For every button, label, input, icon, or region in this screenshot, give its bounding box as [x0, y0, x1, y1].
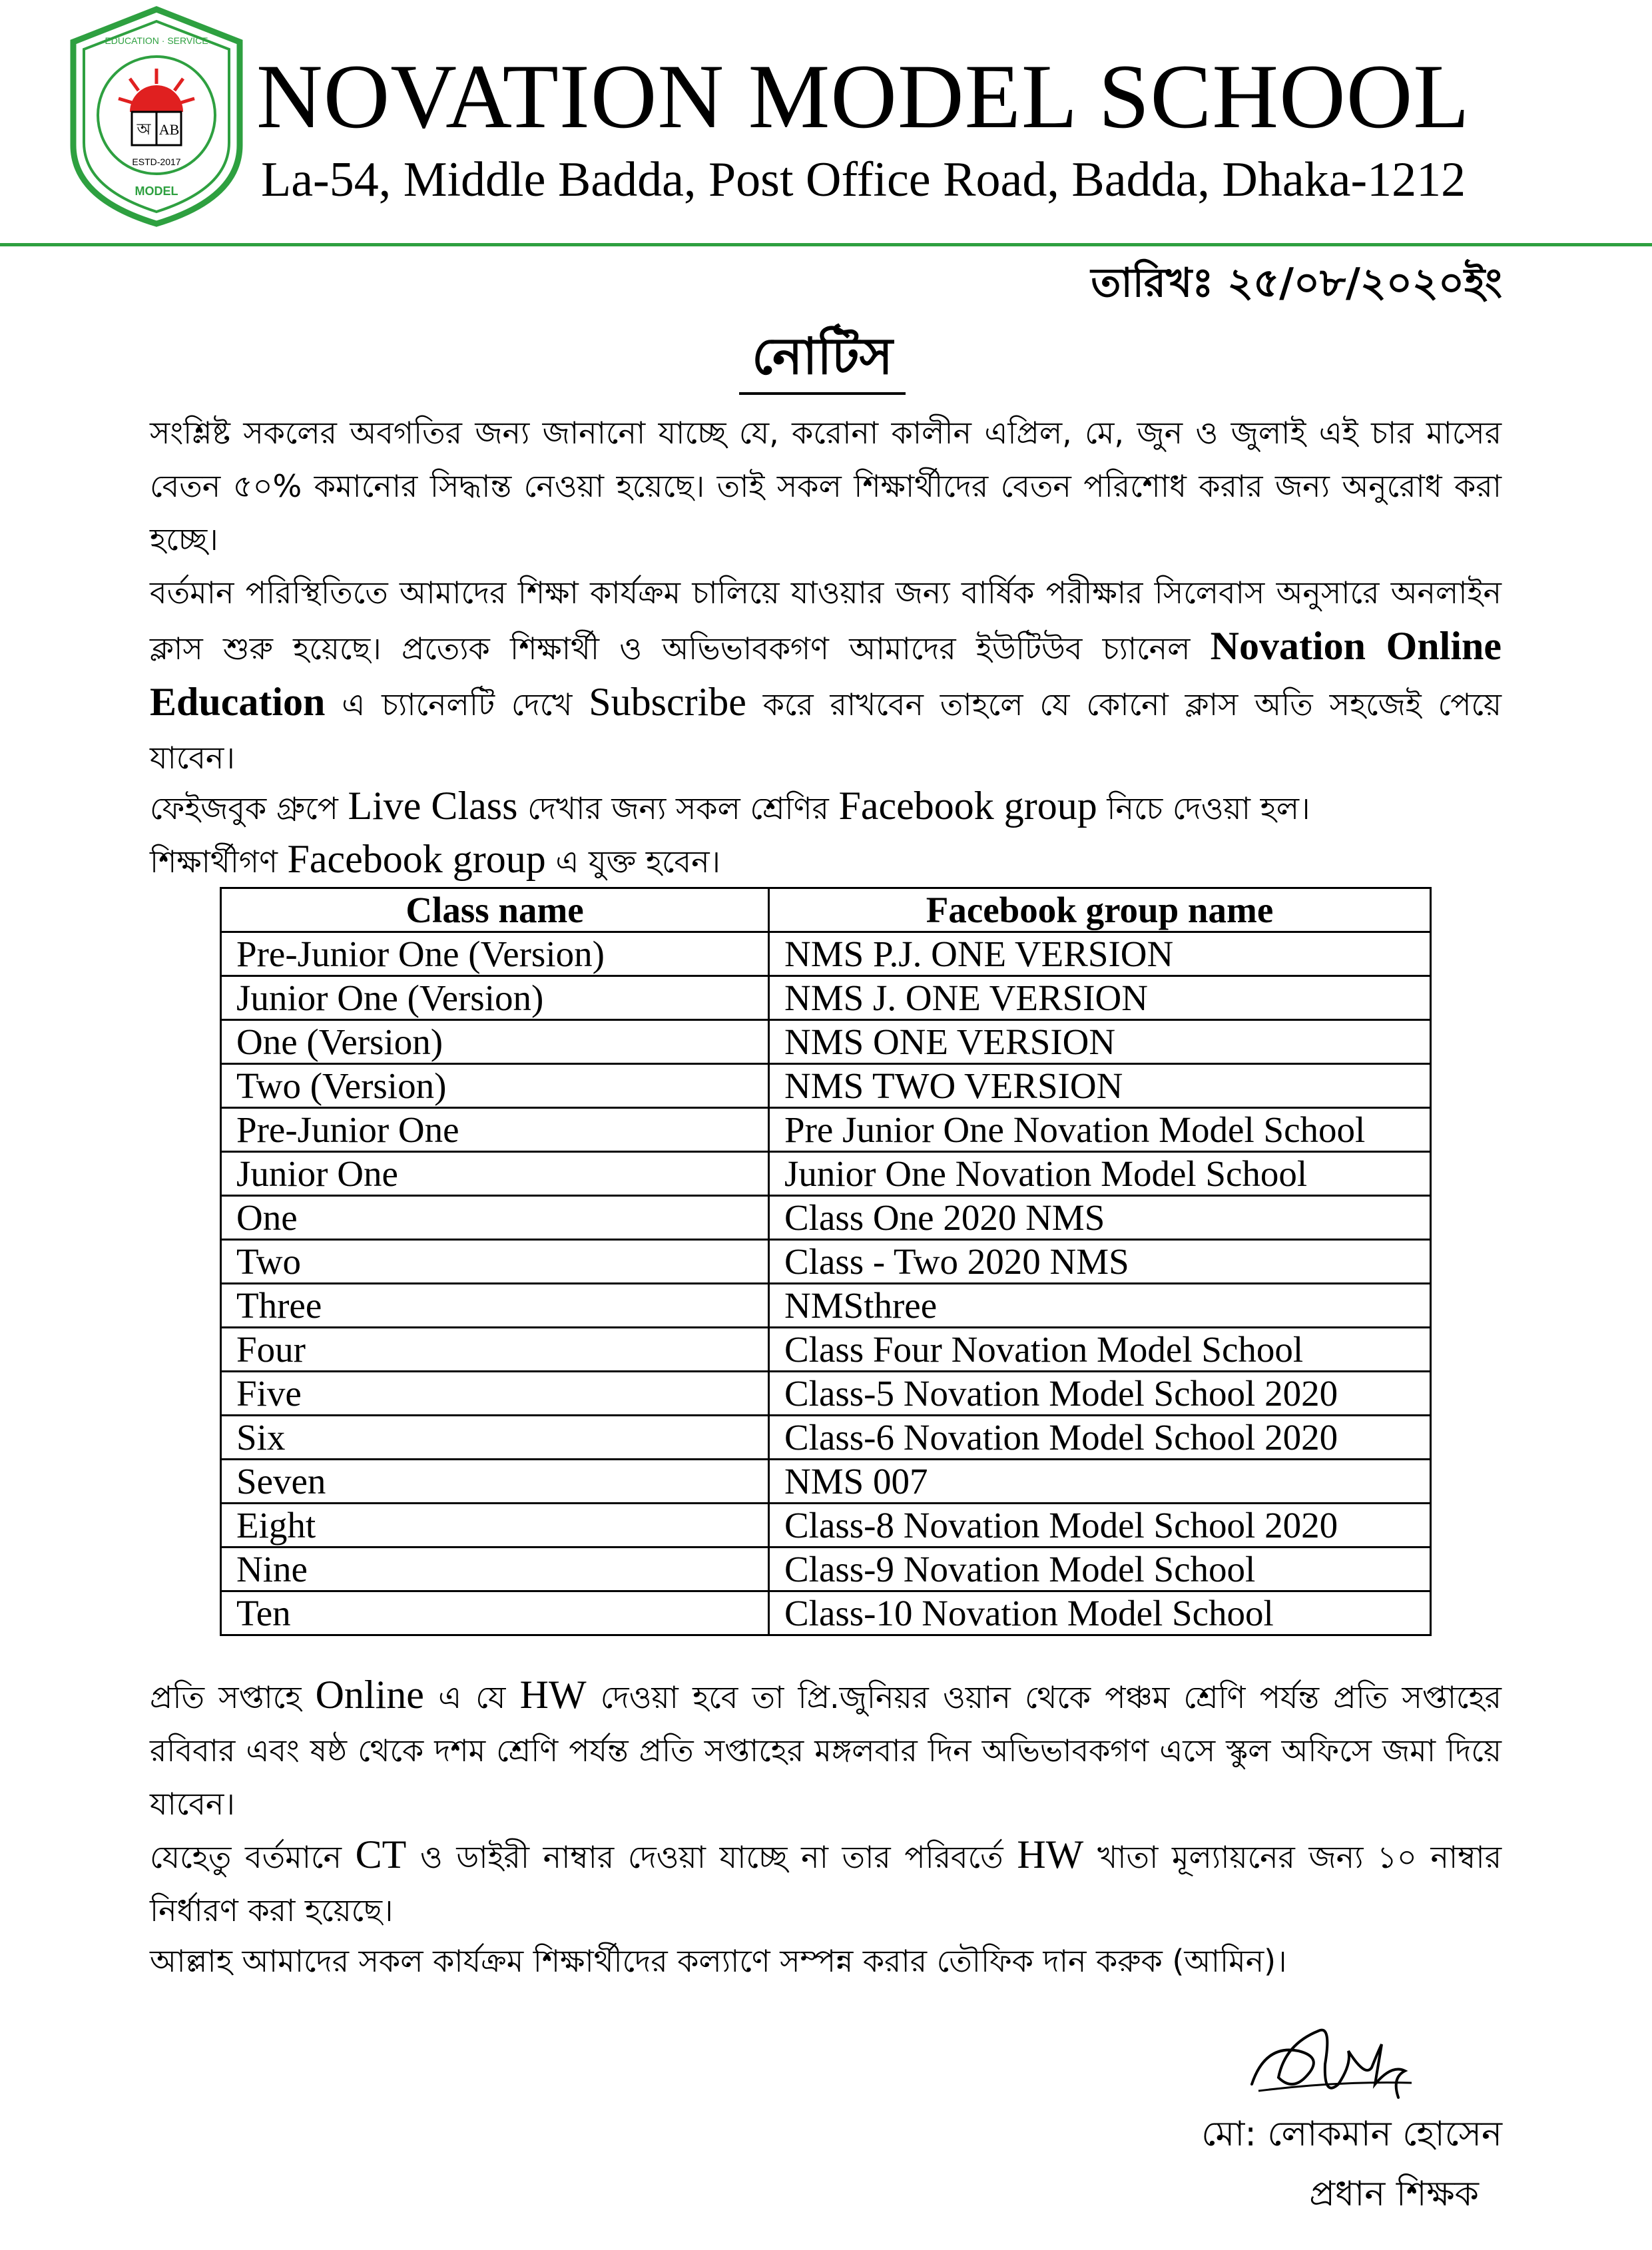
group-name-cell: Class-6 Novation Model School 2020: [769, 1416, 1431, 1460]
group-name-cell: Class-8 Novation Model School 2020: [769, 1504, 1431, 1547]
paragraph-facebook-line2: শিক্ষার্থীগণ Facebook group এ যুক্ত হবেন।: [150, 837, 720, 881]
closing-prayer: আল্লাহ আমাদের সকল কার্যক্রম শিক্ষার্থীদের কল্যাণে সম্পন্ন করার তৌফিক দান করুক (আমিন)।: [150, 1943, 1287, 1979]
table-row: [221, 1591, 1431, 1635]
table-row: [221, 1547, 1431, 1591]
table-row: [221, 1284, 1431, 1328]
group-name-cell: NMS J. ONE VERSION: [769, 976, 1431, 1020]
group-name-cell: Junior One Novation Model School: [769, 1152, 1431, 1196]
class-name-cell: Ten: [221, 1591, 769, 1635]
header-divider: [0, 243, 1652, 246]
class-name-cell: Nine: [221, 1547, 769, 1591]
group-name-cell: Class-9 Novation Model School: [769, 1547, 1431, 1591]
table-row: [221, 1328, 1431, 1372]
paragraph-salary: সংশ্লিষ্ট সকলের অবগতির জন্য জানানো যাচ্ছে যে, করোনা কালীন এপ্রিল, মে, জুন ও জুলাই এই চার মাসের বেতন ৫০% কমানোর সিদ্ধান্ত নেওয়া হয়েছে। তাই সকল শিক্ষার্থীদের বেতন পরিশোধ করার জন্য অনুরোধ করা হচ্ছে।: [150, 415, 1502, 557]
svg-text:AB: AB: [158, 121, 180, 138]
table-row: [221, 1020, 1431, 1064]
subscribe-text: Subscribe: [589, 680, 746, 724]
table-row: [221, 932, 1431, 976]
table-row: [221, 1196, 1431, 1240]
signatory-name: মো: লোকমান হোসেন: [1201, 2114, 1502, 2154]
class-name-cell: Seven: [221, 1460, 769, 1504]
group-name-cell: Class One 2020 NMS: [769, 1196, 1431, 1240]
letterhead: [0, 0, 1652, 248]
class-name-cell: Two (Version): [221, 1064, 769, 1108]
signatory-title: প্রধান শিক্ষক: [1309, 2174, 1479, 2214]
group-name-cell: NMS TWO VERSION: [769, 1064, 1431, 1108]
paragraph-evaluation: যেহেতু বর্তমানে CT ও ডাইরী নাম্বার দেওয়া যাচ্ছে না তার পরিবর্তে HW খাতা মূল্যায়নের জন্য ১০ নাম্বার নির্ধারণ করা হয়েছে।: [150, 1832, 1502, 1928]
table-header-row: [221, 888, 1431, 932]
table-row: [221, 1416, 1431, 1460]
group-name-cell: Pre Junior One Novation Model School: [769, 1108, 1431, 1152]
table-row: [221, 1108, 1431, 1152]
paragraph-online-class: বর্তমান পরিস্থিতিতে আমাদের শিক্ষা কার্যক্রম চালিয়ে যাওয়ার জন্য বার্ষিক পরীক্ষার সিলেবাস অনুসারে অনলাইন ক্লাস শুরু হয়েছে। প্রত্যেক শিক্ষার্থী ও অভিভাবকগণ আমাদের ইউটিউব চ্যানেল Novation Online Education এ চ্যানেলটি দেখে Subscribe করে রাখবেন তাহলে যে কোনো ক্লাস অতি সহজেই পেয়ে যাবেন।: [150, 575, 1502, 776]
table-row: [221, 976, 1431, 1020]
school-name: NOVATION MODEL SCHOOL: [256, 45, 1470, 147]
school-address: La-54, Middle Badda, Post Office Road, Badda, Dhaka-1212: [261, 152, 1466, 207]
facebook-groups-table: [220, 887, 1432, 1636]
class-name-cell: Three: [221, 1284, 769, 1328]
class-name-cell: Five: [221, 1372, 769, 1416]
column-header-group-name: Facebook group name: [769, 888, 1431, 932]
notice-title: নোটিস: [739, 323, 906, 395]
class-name-cell: Junior One: [221, 1152, 769, 1196]
class-name-cell: One (Version): [221, 1020, 769, 1064]
logo-estd: ESTD-2017: [132, 156, 181, 167]
class-name-cell: Pre-Junior One (Version): [221, 932, 769, 976]
table-row: [221, 1152, 1431, 1196]
notice-date: তারিখঃ ২৫/০৮/২০২০ইং: [1091, 260, 1502, 306]
group-name-cell: Class-5 Novation Model School 2020: [769, 1372, 1431, 1416]
paragraph-homework: প্রতি সপ্তাহে Online এ যে HW দেওয়া হবে তা প্রি.জুনিয়র ওয়ান থেকে পঞ্চম শ্রেণি পর্যন্ত প্রতি সপ্তাহের রবিবার এবং ষষ্ঠ থেকে দশম শ্রেণি পর্যন্ত প্রতি সপ্তাহের মঙ্গলবার দিন অভিভাবকগণ এসে স্কুল অফিসে জমা দিয়ে যাবেন।: [150, 1673, 1502, 1822]
table-row: [221, 1372, 1431, 1416]
column-header-class-name: Class name: [221, 888, 769, 932]
table-row: [221, 1460, 1431, 1504]
group-name-cell: NMS ONE VERSION: [769, 1020, 1431, 1064]
class-name-cell: Eight: [221, 1504, 769, 1547]
group-name-cell: Class-10 Novation Model School: [769, 1591, 1431, 1635]
group-name-cell: NMS P.J. ONE VERSION: [769, 932, 1431, 976]
group-name-cell: Class - Two 2020 NMS: [769, 1240, 1431, 1284]
group-name-cell: NMS 007: [769, 1460, 1431, 1504]
youtube-channel-name: Novation Online Education: [150, 624, 1502, 724]
table-row: [221, 1504, 1431, 1547]
group-name-cell: NMSthree: [769, 1284, 1431, 1328]
class-name-cell: Four: [221, 1328, 769, 1372]
logo-book-text: অ: [137, 121, 151, 139]
table-row: [221, 1240, 1431, 1284]
class-name-cell: Six: [221, 1416, 769, 1460]
paragraph-facebook-line1: ফেইজবুক গ্রুপে Live Class দেখার জন্য সকল শ্রেণির Facebook group নিচে দেওয়া হল।: [150, 784, 1310, 828]
svg-text:EDUCATION · SERVICE: EDUCATION · SERVICE: [105, 35, 208, 46]
group-name-cell: Class Four Novation Model School: [769, 1328, 1431, 1372]
class-name-cell: Two: [221, 1240, 769, 1284]
class-name-cell: Junior One (Version): [221, 976, 769, 1020]
school-logo: [67, 5, 246, 228]
handwritten-signature: [1239, 2004, 1438, 2117]
class-name-cell: One: [221, 1196, 769, 1240]
svg-text:MODEL: MODEL: [135, 184, 178, 198]
class-name-cell: Pre-Junior One: [221, 1108, 769, 1152]
table-row: [221, 1064, 1431, 1108]
